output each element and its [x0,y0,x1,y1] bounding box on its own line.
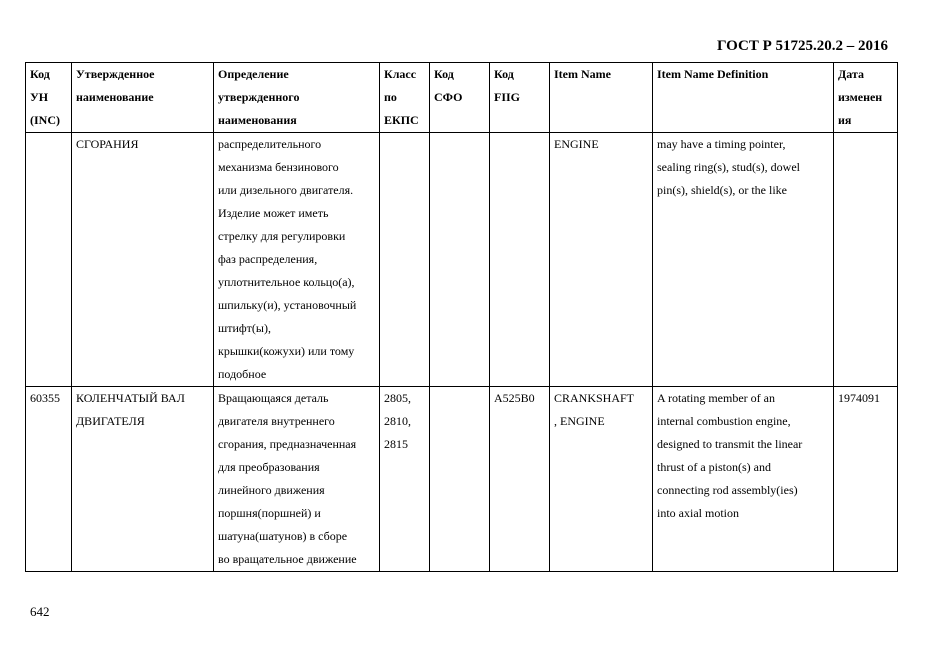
column-header-text: ия [838,113,852,127]
column-header-text: Item Name Definition [657,67,769,81]
column-header-sfo [430,63,490,133]
cell-text: двигателя внутреннего [218,414,335,428]
cell-name [72,133,214,387]
column-header-class [380,63,430,133]
page-number: 642 [30,604,50,619]
cell-text: may have a timing pointer, [657,137,786,151]
cell-text: A rotating member of an [657,391,775,405]
cell-text: CRANKSHAFT [554,391,635,405]
cell-text: , ENGINE [554,414,605,428]
table-row [26,387,898,572]
cell-text: pin(s), shield(s), or the like [657,183,787,197]
column-header-text: Дата [838,67,864,81]
table-header-row [26,63,898,133]
cell-itemdef [653,133,834,387]
column-header-name [72,63,214,133]
cell-text: механизма бензинового [218,160,339,174]
cell-text: СГОРАНИЯ [76,137,139,151]
cell-text: уплотнительное кольцо(а), [218,275,355,289]
cell-inc [26,133,72,387]
cell-text: sealing ring(s), stud(s), dowel [657,160,800,174]
column-header-text: Класс [384,67,417,81]
cell-date [834,133,898,387]
cell-text: thrust of a piston(s) and [657,460,771,474]
cell-inc [26,387,72,572]
column-header-text: УН [30,90,49,104]
column-header-text: СФО [434,90,463,104]
column-header-text: FIIG [494,90,521,104]
column-header-def [214,63,380,133]
column-header-date [834,63,898,133]
column-header-text: утвержденного [218,90,300,104]
cell-def [214,387,380,572]
cell-fiig [490,133,550,387]
column-header-item [550,63,653,133]
column-header-text: Утвержденное [76,67,155,81]
column-header-text: по [384,90,397,104]
cell-text: фаз распределения, [218,252,318,266]
column-header-text: изменен [838,90,883,104]
cell-text: ENGINE [554,137,599,151]
column-header-fiig [490,63,550,133]
cell-text: connecting rod assembly(ies) [657,483,798,497]
cell-text: 1974091 [838,391,880,405]
column-header-inc [26,63,72,133]
column-header-itemdef [653,63,834,133]
cell-text: стрелку для регулировки [218,229,346,243]
cell-text: 2810, [384,414,411,428]
cell-text: Вращающаяся деталь [218,391,329,405]
column-header-text: Код [434,67,454,81]
cell-text: сгорания, предназначенная [218,437,357,451]
cell-text: 2805, [384,391,411,405]
cell-itemdef [653,387,834,572]
cell-class [380,133,430,387]
cell-text: 2815 [384,437,408,451]
column-header-text: Item Name [554,67,611,81]
cell-item [550,133,653,387]
cell-text: КОЛЕНЧАТЫЙ ВАЛ [76,391,185,405]
cell-text: поршня(поршней) и [218,506,321,520]
cell-text: во вращательное движение [218,552,357,566]
cell-text: internal combustion engine, [657,414,791,428]
cell-text: распределительного [218,137,322,151]
cell-fiig [490,387,550,572]
cell-sfo [430,387,490,572]
cell-date [834,387,898,572]
cell-text: 60355 [30,391,60,405]
cell-class [380,387,430,572]
cell-text: для преобразования [218,460,320,474]
cell-sfo [430,133,490,387]
cell-text: линейного движения [218,483,325,497]
cell-name [72,387,214,572]
cell-text: ДВИГАТЕЛЯ [76,414,145,428]
cell-text: Изделие может иметь [218,206,329,220]
cell-text: подобное [218,367,267,381]
cell-text: A525B0 [494,391,535,405]
cell-text: into axial motion [657,506,739,520]
column-header-text: ЕКПС [384,113,419,127]
cell-text: или дизельного двигателя. [218,183,354,197]
column-header-text: (INC) [30,113,60,127]
item-table [25,62,898,572]
table-row [26,133,898,387]
cell-text: шпильку(и), установочный [218,298,357,312]
column-header-text: наименование [76,90,154,104]
cell-item [550,387,653,572]
column-header-text: Определение [218,67,289,81]
column-header-text: наименования [218,113,297,127]
column-header-text: Код [30,67,50,81]
document-header: ГОСТ Р 51725.20.2 – 2016 [716,38,888,54]
cell-text: крышки(кожухи) или тому [218,344,355,358]
cell-text: шатуна(шатунов) в сборе [218,529,348,543]
cell-def [214,133,380,387]
cell-text: designed to transmit the linear [657,437,803,451]
column-header-text: Код [494,67,514,81]
cell-text: штифт(ы), [218,321,271,335]
